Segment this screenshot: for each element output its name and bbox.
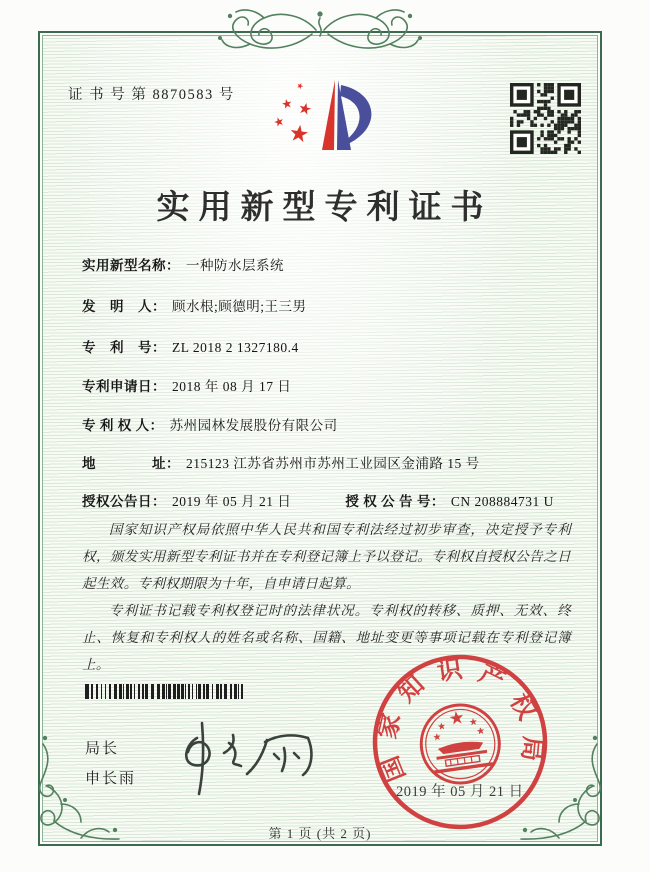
field-row-patentee (82, 414, 338, 434)
certificate-number: 证 书 号 第 8870583 号 (68, 87, 235, 103)
page-title: 实用新型专利证书 (156, 190, 493, 226)
commissioner-signature (163, 708, 348, 806)
cnipa-logo-icon (260, 72, 395, 172)
barcode (85, 684, 243, 699)
field-row-grant (82, 490, 554, 510)
field-row-patent-number (82, 336, 299, 356)
seal-ring-text: 国家知识产权局 (374, 656, 546, 786)
page-footer: 第 1 页 (共 2 页) (268, 826, 372, 841)
qr-code (510, 83, 581, 154)
field-value: 一种防水层系统 (186, 258, 284, 273)
field-label: 授 权 公 告 号： (345, 494, 445, 509)
field-row-address (82, 452, 480, 472)
commissioner-name: 申长雨 (85, 771, 137, 787)
field-label: 专 利 号： (82, 340, 166, 355)
field-value: ZL 2018 2 1327180.4 (172, 340, 299, 355)
field-value: CN 208884731 U (450, 494, 554, 509)
field-row-filing-date (82, 375, 291, 395)
field-label: 实用新型名称： (82, 258, 180, 273)
commissioner-title: 局长 (85, 741, 120, 757)
field-value: 2018 年 08 月 17 日 (172, 379, 292, 394)
field-label: 专 利 权 人： (82, 418, 164, 433)
legal-paragraph-2: 专利证书记载专利权登记时的法律状况。专利权的转移、质押、无效、终止、恢复和专利权人的姓名或名称、国籍、地址变更等事项记载在专利登记簿上。 (82, 603, 571, 672)
field-row-inventor (82, 295, 307, 315)
official-seal (365, 650, 555, 840)
field-value: 顾水根;顾德明;王三男 (172, 299, 307, 314)
field-label: 发 明 人： (82, 299, 166, 314)
field-row-name (82, 254, 284, 274)
field-label: 专利申请日： (82, 379, 166, 394)
field-value: 215123 江苏省苏州市苏州工业园区金浦路 15 号 (186, 456, 480, 471)
field-value: 2019 年 05 月 21 日 (172, 494, 292, 509)
field-value: 苏州园林发展股份有限公司 (169, 418, 338, 433)
field-label: 地 址： (82, 456, 180, 471)
legal-paragraph-1: 国家知识产权局依照中华人民共和国专利法经过初步审查，决定授予专利权，颁发实用新型专利证书并在专利登记簿上予以登记。专利权自授权公告之日起生效。专利权期限为十年，自申请日起算。 (82, 522, 571, 591)
field-label: 授权公告日： (82, 494, 166, 509)
seal-date: 2019 年 05 月 21 日 (396, 784, 524, 800)
